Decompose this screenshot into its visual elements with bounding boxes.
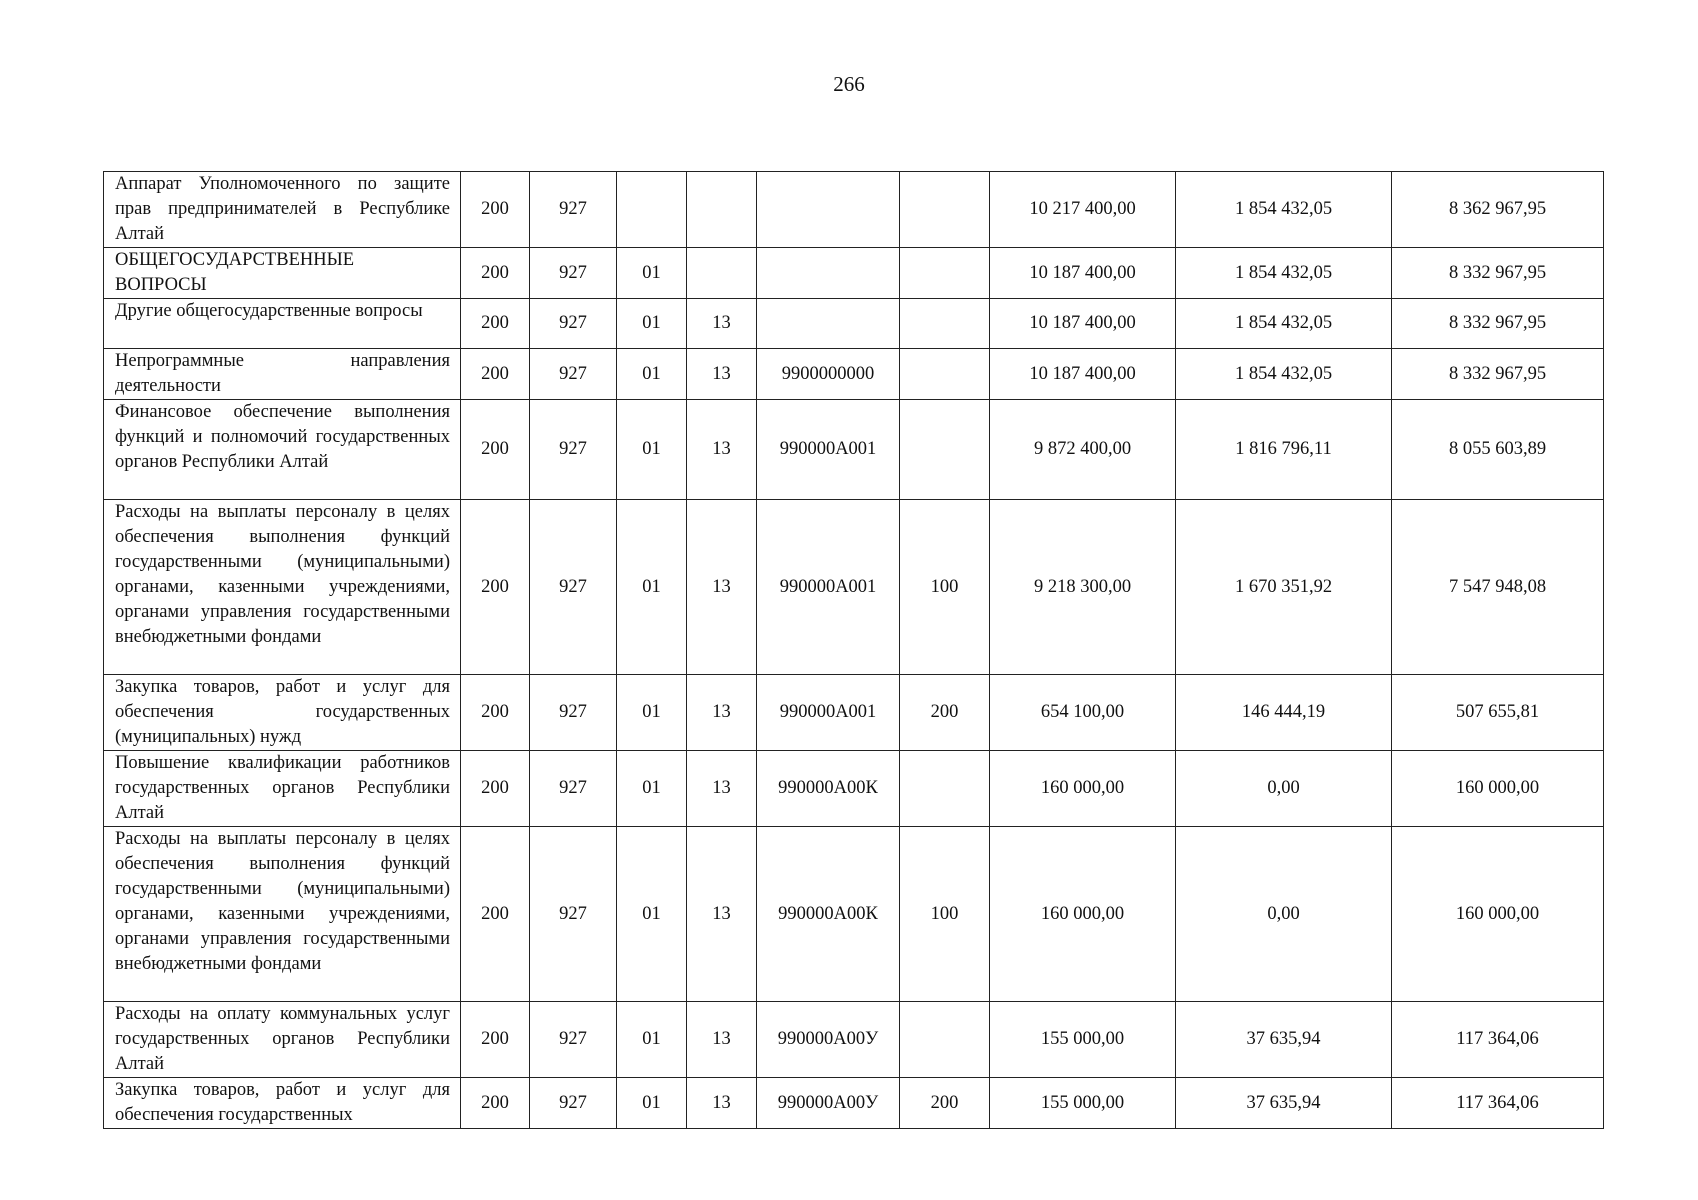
column-e: 9900000000: [781, 363, 875, 384]
amount-executed-cell: [1176, 349, 1392, 400]
column-e: 990000А00К: [778, 903, 878, 924]
column-c: 01: [642, 903, 661, 924]
amount-executed: 1 854 432,05: [1234, 199, 1333, 219]
row-name-cell: [104, 1002, 461, 1078]
column-d-cell: [687, 400, 757, 500]
column-f-cell: [900, 349, 990, 400]
column-f-cell: [900, 172, 990, 248]
amount-approved: 10 187 400,00: [1029, 262, 1136, 283]
column-d: 13: [712, 1029, 731, 1049]
amount-remaining-cell: [1392, 500, 1604, 675]
table-row: [104, 500, 1604, 675]
column-f-cell: [900, 248, 990, 299]
column-a-cell: [461, 675, 530, 751]
amount-remaining-cell: [1392, 349, 1604, 400]
column-a: 200: [481, 363, 509, 384]
column-b-cell: [530, 1002, 617, 1078]
column-b: 927: [559, 903, 587, 924]
table-row: [104, 827, 1604, 1002]
amount-approved: 10 187 400,00: [1029, 363, 1136, 384]
column-e: 990000А00К: [778, 778, 878, 798]
column-a: 200: [481, 1029, 509, 1049]
row-name-cell: [104, 827, 461, 1002]
column-f: 200: [930, 702, 959, 722]
amount-executed: 0,00: [1267, 903, 1300, 924]
column-b: 927: [559, 778, 587, 798]
column-f: 100: [930, 903, 959, 924]
amount-executed-cell: [1176, 400, 1392, 500]
column-b-cell: [530, 400, 617, 500]
budget-table-body: [104, 172, 1604, 1129]
column-f: 200: [930, 1092, 959, 1113]
column-c-cell: [617, 299, 687, 349]
row-name: Непрограммные направления деятельности: [115, 351, 450, 396]
column-c-cell: [617, 248, 687, 299]
row-name-cell: [104, 172, 461, 248]
column-f-cell: [900, 299, 990, 349]
column-e: 990000А001: [779, 439, 877, 459]
column-a: 200: [481, 262, 509, 283]
column-b-cell: [530, 675, 617, 751]
table-row: [104, 299, 1604, 349]
table-row: [104, 400, 1604, 500]
column-a: 200: [481, 576, 509, 597]
amount-remaining: 8 332 967,95: [1448, 262, 1547, 283]
column-c-cell: [617, 400, 687, 500]
amount-remaining: 507 655,81: [1455, 702, 1540, 722]
column-d-cell: [687, 1078, 757, 1129]
column-c: 01: [642, 1092, 661, 1113]
amount-executed-cell: [1176, 1078, 1392, 1129]
column-b: 927: [559, 262, 587, 283]
column-b: 927: [559, 199, 587, 219]
column-a-cell: [461, 500, 530, 675]
table-row: [104, 751, 1604, 827]
column-a-cell: [461, 827, 530, 1002]
row-name-cell: [104, 349, 461, 400]
column-b-cell: [530, 349, 617, 400]
column-c-cell: [617, 349, 687, 400]
row-name-cell: [104, 248, 461, 299]
amount-approved: 155 000,00: [1040, 1092, 1125, 1113]
column-f: 100: [930, 576, 959, 597]
amount-remaining-cell: [1392, 1078, 1604, 1129]
column-d-cell: [687, 500, 757, 675]
column-d: 13: [712, 576, 731, 597]
amount-approved-cell: [990, 1002, 1176, 1078]
amount-approved: 160 000,00: [1040, 778, 1125, 798]
column-c: 01: [642, 439, 661, 459]
amount-remaining-cell: [1392, 675, 1604, 751]
amount-remaining-cell: [1392, 299, 1604, 349]
amount-approved: 654 100,00: [1040, 702, 1125, 722]
column-a-cell: [461, 172, 530, 248]
amount-executed: 146 444,19: [1241, 702, 1326, 722]
amount-remaining: 8 362 967,95: [1448, 199, 1547, 219]
amount-executed: 37 635,94: [1246, 1092, 1321, 1113]
amount-remaining-cell: [1392, 751, 1604, 827]
column-d: 13: [712, 903, 731, 924]
column-e-cell: [757, 1002, 900, 1078]
row-name-cell: [104, 675, 461, 751]
amount-remaining: 8 332 967,95: [1448, 313, 1547, 333]
column-b-cell: [530, 172, 617, 248]
amount-approved-cell: [990, 400, 1176, 500]
amount-approved-cell: [990, 827, 1176, 1002]
column-a: 200: [481, 778, 509, 798]
column-d-cell: [687, 248, 757, 299]
column-b: 927: [559, 1029, 587, 1049]
amount-executed: 0,00: [1267, 778, 1300, 798]
column-b: 927: [559, 702, 587, 722]
amount-remaining-cell: [1392, 827, 1604, 1002]
column-f-cell: [900, 827, 990, 1002]
table-row: [104, 675, 1604, 751]
amount-remaining-cell: [1392, 1002, 1604, 1078]
amount-approved-cell: [990, 349, 1176, 400]
row-name: Другие общегосударственные вопросы: [115, 301, 423, 321]
amount-approved-cell: [990, 675, 1176, 751]
amount-approved-cell: [990, 248, 1176, 299]
column-e-cell: [757, 827, 900, 1002]
column-f-cell: [900, 1002, 990, 1078]
amount-remaining: 117 364,06: [1456, 1029, 1539, 1049]
column-e-cell: [757, 349, 900, 400]
amount-executed-cell: [1176, 1002, 1392, 1078]
column-e-cell: [757, 675, 900, 751]
amount-approved: 160 000,00: [1040, 903, 1125, 924]
amount-executed: 1 854 432,05: [1234, 363, 1333, 384]
column-e-cell: [757, 299, 900, 349]
column-c: 01: [642, 778, 661, 798]
amount-executed: 1 854 432,05: [1234, 262, 1333, 283]
column-d-cell: [687, 1002, 757, 1078]
column-e: 990000А001: [779, 576, 877, 597]
column-c-cell: [617, 1002, 687, 1078]
table-row: [104, 349, 1604, 400]
budget-table: [103, 171, 1604, 1129]
amount-approved: 155 000,00: [1040, 1029, 1125, 1049]
column-d-cell: [687, 675, 757, 751]
column-a-cell: [461, 299, 530, 349]
amount-executed: 1 670 351,92: [1234, 576, 1333, 597]
column-c-cell: [617, 751, 687, 827]
amount-approved-cell: [990, 172, 1176, 248]
amount-approved: 10 187 400,00: [1029, 313, 1136, 333]
column-a-cell: [461, 751, 530, 827]
column-e: 990000А00У: [777, 1029, 879, 1049]
amount-remaining: 7 547 948,08: [1448, 576, 1547, 597]
column-c-cell: [617, 500, 687, 675]
row-name: Повышение квалификации работников государственных органов Республики Алтай: [115, 753, 450, 823]
amount-remaining: 160 000,00: [1455, 903, 1540, 924]
row-name: Расходы на выплаты персоналу в целях обеспечения выполнения функций государственными (муниципальными) органами, казенными учреждениями, органами управления государственными внебюджетными фондами: [115, 829, 450, 974]
amount-executed-cell: [1176, 248, 1392, 299]
column-d-cell: [687, 751, 757, 827]
column-f-cell: [900, 400, 990, 500]
column-d: 13: [712, 363, 731, 384]
amount-executed: 37 635,94: [1246, 1029, 1321, 1049]
column-b: 927: [559, 313, 587, 333]
page-number: 266: [833, 72, 865, 96]
column-c-cell: [617, 675, 687, 751]
column-d-cell: [687, 349, 757, 400]
column-e-cell: [757, 500, 900, 675]
amount-executed: 1 816 796,11: [1235, 439, 1332, 459]
amount-executed-cell: [1176, 172, 1392, 248]
column-c: 01: [642, 576, 661, 597]
amount-remaining: 8 332 967,95: [1448, 363, 1547, 384]
column-f-cell: [900, 675, 990, 751]
row-name: Расходы на оплату коммунальных услуг государственных органов Республики Алтай: [115, 1004, 450, 1074]
row-name: Аппарат Уполномоченного по защите прав предпринимателей в Республике Алтай: [115, 174, 450, 244]
column-a-cell: [461, 1078, 530, 1129]
column-a: 200: [481, 439, 509, 459]
column-c: 01: [642, 702, 661, 722]
column-d: 13: [712, 1092, 731, 1113]
column-a-cell: [461, 1002, 530, 1078]
column-f-cell: [900, 751, 990, 827]
column-b-cell: [530, 1078, 617, 1129]
row-name: Расходы на выплаты персоналу в целях обеспечения выполнения функций государственными (муниципальными) органами, казенными учреждениями, органами управления государственными внебюджетными фондами: [115, 502, 450, 647]
amount-executed-cell: [1176, 675, 1392, 751]
column-f-cell: [900, 500, 990, 675]
column-e: 990000А001: [779, 702, 877, 722]
amount-executed-cell: [1176, 827, 1392, 1002]
column-a: 200: [481, 702, 509, 722]
row-name-cell: [104, 751, 461, 827]
column-b: 927: [559, 1092, 587, 1113]
column-e-cell: [757, 1078, 900, 1129]
amount-executed: 1 854 432,05: [1234, 313, 1333, 333]
column-a-cell: [461, 400, 530, 500]
column-c: 01: [642, 313, 661, 333]
column-f-cell: [900, 1078, 990, 1129]
column-b: 927: [559, 439, 587, 459]
table-row: [104, 1002, 1604, 1078]
column-d-cell: [687, 299, 757, 349]
column-a-cell: [461, 349, 530, 400]
column-a-cell: [461, 248, 530, 299]
amount-approved-cell: [990, 299, 1176, 349]
amount-remaining-cell: [1392, 248, 1604, 299]
amount-remaining-cell: [1392, 172, 1604, 248]
row-name: ОБЩЕГОСУДАРСТВЕННЫЕ ВОПРОСЫ: [115, 250, 355, 295]
column-c: 01: [642, 1029, 661, 1049]
amount-approved: 10 217 400,00: [1029, 199, 1136, 219]
column-b-cell: [530, 299, 617, 349]
column-c-cell: [617, 172, 687, 248]
column-a: 200: [481, 199, 509, 219]
column-b: 927: [559, 363, 587, 384]
amount-remaining: 117 364,06: [1456, 1092, 1539, 1113]
column-c-cell: [617, 1078, 687, 1129]
column-b-cell: [530, 500, 617, 675]
table-row: [104, 1078, 1604, 1129]
column-b: 927: [559, 576, 587, 597]
row-name: Закупка товаров, работ и услуг для обеспечения государственных: [115, 1080, 450, 1125]
column-c: 01: [642, 363, 661, 384]
column-e-cell: [757, 248, 900, 299]
column-a: 200: [481, 313, 509, 333]
column-d-cell: [687, 172, 757, 248]
row-name-cell: [104, 1078, 461, 1129]
column-e-cell: [757, 400, 900, 500]
row-name-cell: [104, 500, 461, 675]
column-d: 13: [712, 439, 731, 459]
amount-approved: 9 872 400,00: [1033, 439, 1132, 459]
row-name-cell: [104, 299, 461, 349]
column-b-cell: [530, 751, 617, 827]
table-row: [104, 172, 1604, 248]
column-a: 200: [481, 1092, 509, 1113]
row-name-cell: [104, 400, 461, 500]
table-row: [104, 248, 1604, 299]
column-e: 990000А00У: [777, 1092, 879, 1113]
column-d-cell: [687, 827, 757, 1002]
row-name: Финансовое обеспечение выполнения функций и полномочий государственных органов Республики Алтай: [115, 402, 450, 472]
amount-remaining: 160 000,00: [1455, 778, 1540, 798]
column-a: 200: [481, 903, 509, 924]
amount-executed-cell: [1176, 751, 1392, 827]
column-c-cell: [617, 827, 687, 1002]
column-b-cell: [530, 248, 617, 299]
amount-approved-cell: [990, 751, 1176, 827]
column-b-cell: [530, 827, 617, 1002]
amount-executed-cell: [1176, 299, 1392, 349]
column-d: 13: [712, 313, 731, 333]
column-e-cell: [757, 751, 900, 827]
amount-approved-cell: [990, 1078, 1176, 1129]
amount-remaining: 8 055 603,89: [1448, 439, 1547, 459]
amount-approved: 9 218 300,00: [1033, 576, 1132, 597]
row-name: Закупка товаров, работ и услуг для обеспечения государственных (муниципальных) нужд: [115, 677, 450, 747]
amount-approved-cell: [990, 500, 1176, 675]
column-e-cell: [757, 172, 900, 248]
amount-remaining-cell: [1392, 400, 1604, 500]
column-d: 13: [712, 702, 731, 722]
amount-executed-cell: [1176, 500, 1392, 675]
column-d: 13: [712, 778, 731, 798]
column-c: 01: [642, 262, 661, 283]
